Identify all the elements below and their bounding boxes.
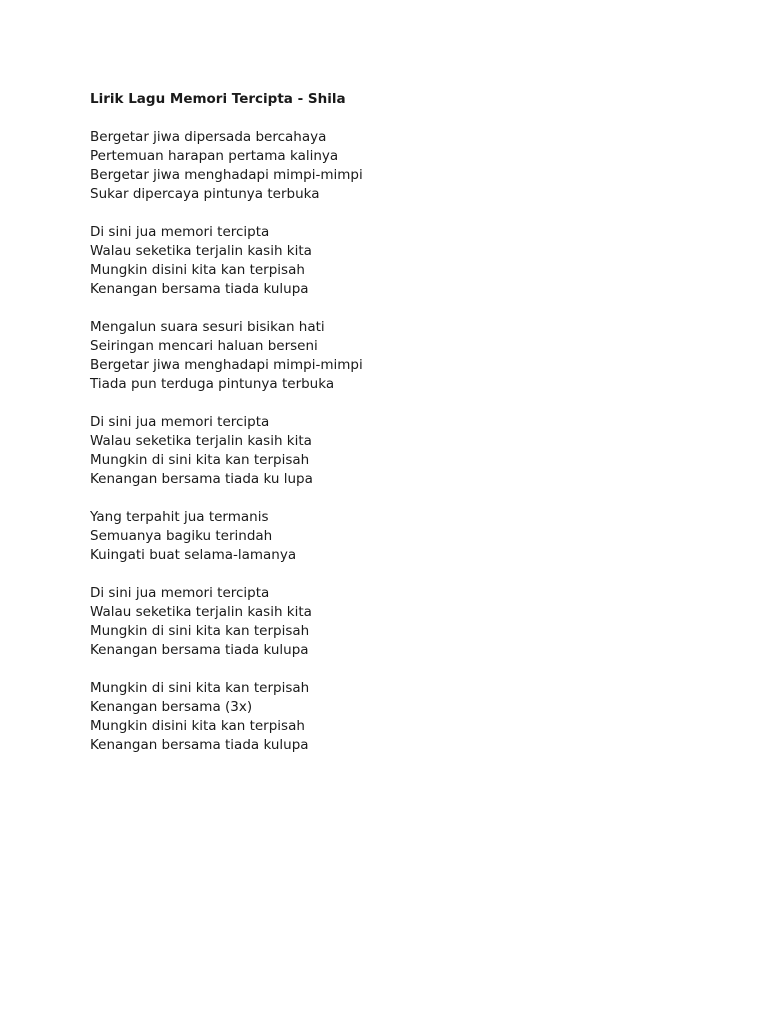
lyric-line: Bergetar jiwa dipersada bercahaya xyxy=(90,129,327,145)
lyric-line: Mungkin disini kita kan terpisah xyxy=(90,262,305,278)
lyric-line: Kenangan bersama tiada kulupa xyxy=(90,737,309,753)
lyric-line: Kenangan bersama (3x) xyxy=(90,699,253,715)
lyric-line: Walau seketika terjalin kasih kita xyxy=(90,433,312,449)
document-title: Lirik Lagu Memori Tercipta - Shila xyxy=(90,91,346,107)
lyric-line: Mungkin disini kita kan terpisah xyxy=(90,718,305,734)
lyric-line: Walau seketika terjalin kasih kita xyxy=(90,243,312,259)
lyric-line: Seiringan mencari haluan berseni xyxy=(90,338,318,354)
lyric-line: Kenangan bersama tiada kulupa xyxy=(90,281,309,297)
lyric-line: Tiada pun terduga pintunya terbuka xyxy=(90,376,335,392)
document-content xyxy=(90,90,690,774)
lyric-line: Semuanya bagiku terindah xyxy=(90,528,273,544)
lyric-line: Kenangan bersama tiada ku lupa xyxy=(90,471,313,487)
lyric-line: Kenangan bersama tiada kulupa xyxy=(90,642,309,658)
lyric-line: Walau seketika terjalin kasih kita xyxy=(90,604,312,620)
lyric-line: Di sini jua memori tercipta xyxy=(90,585,270,601)
lyric-line: Mungkin di sini kita kan terpisah xyxy=(90,623,310,639)
lyric-line: Yang terpahit jua termanis xyxy=(90,509,269,525)
lyrics-stanza-4 xyxy=(90,413,690,489)
lyrics-stanza-7 xyxy=(90,679,690,755)
lyric-line: Sukar dipercaya pintunya terbuka xyxy=(90,186,320,202)
lyric-line: Mengalun suara sesuri bisikan hati xyxy=(90,319,325,335)
lyrics-stanza-6 xyxy=(90,584,690,660)
lyric-line: Di sini jua memori tercipta xyxy=(90,224,270,240)
lyric-line: Bergetar jiwa menghadapi mimpi-mimpi xyxy=(90,357,363,373)
lyrics-stanza-3 xyxy=(90,318,690,394)
lyric-line: Mungkin di sini kita kan terpisah xyxy=(90,680,310,696)
lyrics-stanza-5 xyxy=(90,508,690,565)
lyrics-stanza-1 xyxy=(90,128,690,204)
lyric-line: Kuingati buat selama-lamanya xyxy=(90,547,297,563)
lyric-line: Bergetar jiwa menghadapi mimpi-mimpi xyxy=(90,167,363,183)
lyrics-stanza-2 xyxy=(90,223,690,299)
lyric-line: Pertemuan harapan pertama kalinya xyxy=(90,148,339,164)
lyric-line: Di sini jua memori tercipta xyxy=(90,414,270,430)
lyric-line: Mungkin di sini kita kan terpisah xyxy=(90,452,310,468)
